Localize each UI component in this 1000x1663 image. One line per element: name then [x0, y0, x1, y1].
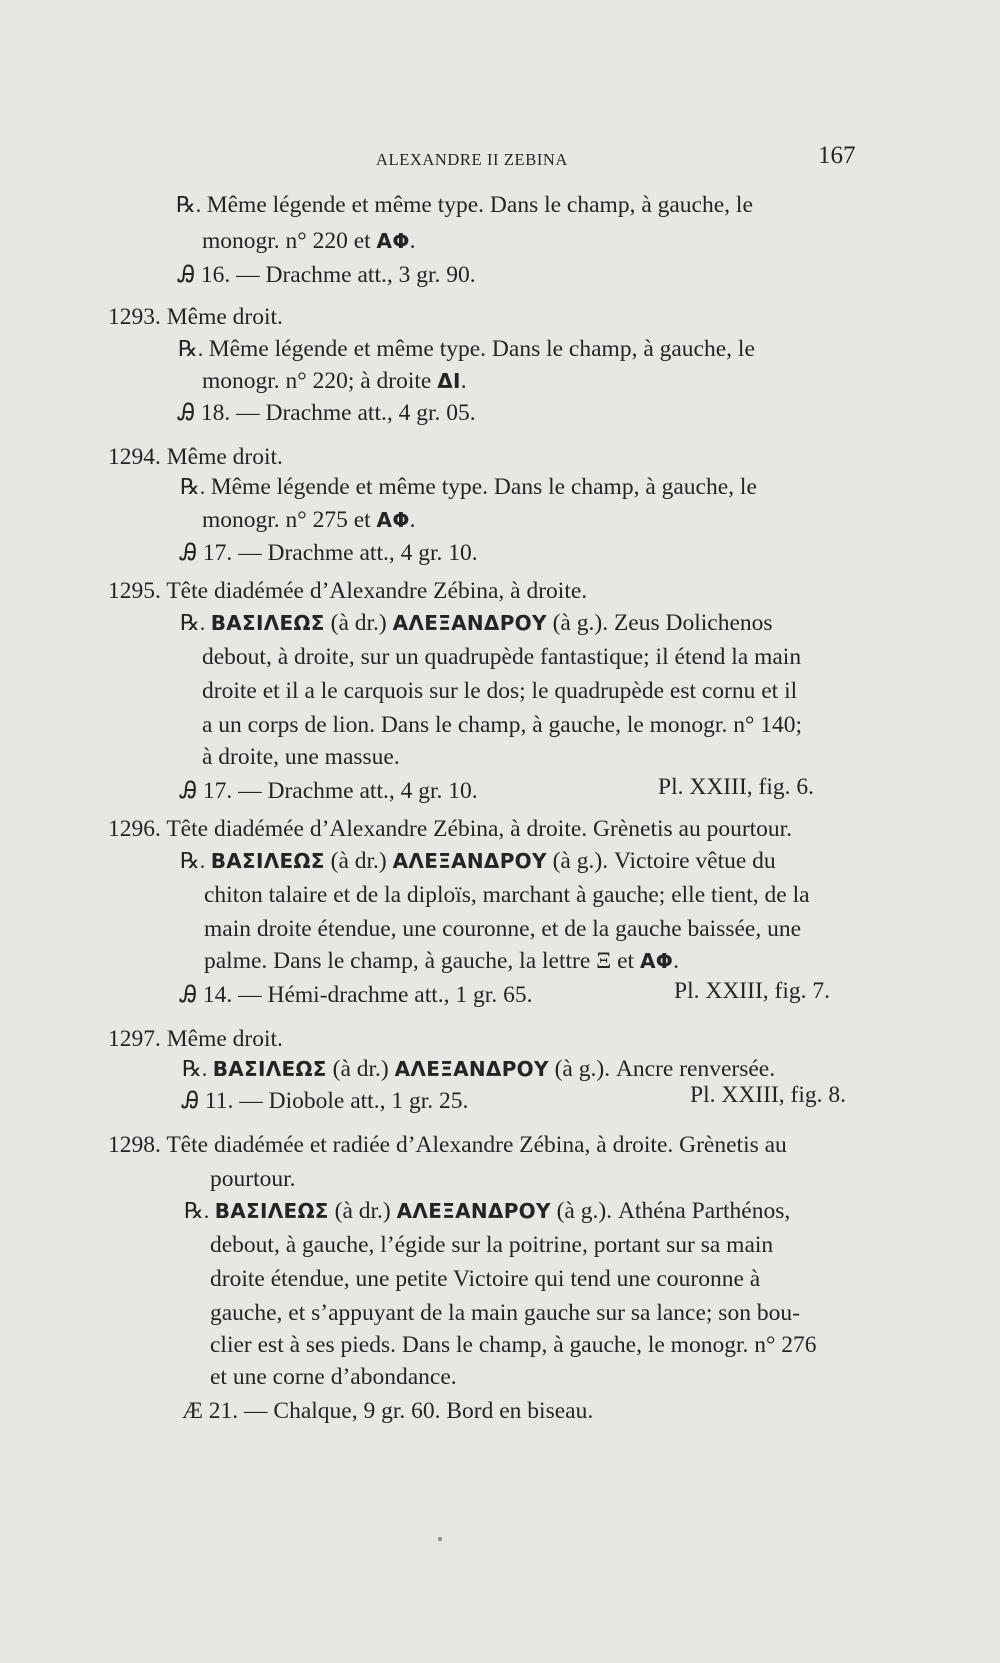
greek-legend: ΑΦ — [639, 949, 674, 973]
text-segment: Ꭿ 18. — Drachme att., 4 gr. 05. — [178, 400, 476, 426]
text-segment: Æ 21. — Chalque, 9 gr. 60. Bord en biseau. — [182, 1398, 594, 1424]
text-line — [182, 1086, 468, 1116]
text-segment: . — [409, 507, 416, 533]
text-line — [108, 302, 283, 332]
text-segment: . — [673, 948, 679, 974]
text-line — [176, 190, 753, 220]
text-line — [202, 505, 416, 535]
reverse-symbol: ℞. — [180, 610, 211, 635]
text-segment: 1293. Même droit. — [108, 304, 283, 330]
text-line — [178, 334, 755, 364]
text-segment: debout, à droite, sur un quadrupède fantastique; il étend la main — [202, 644, 802, 670]
text-segment: clier est à ses pieds. Dans le champ, à gauche, le monogr. n° 276 — [210, 1332, 817, 1358]
greek-legend: ΑΦ — [376, 508, 410, 532]
text-line — [202, 710, 802, 740]
text-segment: Ꭿ 17. — Drachme att., 4 gr. 10. — [180, 540, 478, 566]
text-line — [204, 880, 810, 910]
greek-legend: ΑΛΕΞΑΝΔΡΟΥ — [392, 849, 547, 873]
greek-legend: ΒΑΣΙΛΕΩΣ — [210, 849, 325, 873]
running-header: ALEXANDRE II ZEBINA — [376, 150, 568, 169]
text-line — [180, 846, 776, 876]
reverse-symbol: ℞. — [176, 192, 207, 217]
greek-legend: ΒΑΣΙΛΕΩΣ — [212, 1057, 327, 1081]
text-line — [180, 472, 757, 502]
text-line — [178, 398, 476, 428]
text-segment: à droite, une massue. — [202, 744, 400, 770]
text-line — [202, 642, 801, 672]
text-segment: chiton talaire et de la diploïs, marchant à gauche; elle tient, de la — [204, 882, 810, 908]
text-segment: (à dr.) — [324, 848, 393, 874]
greek-legend: ΒΑΣΙΛΕΩΣ — [214, 1199, 329, 1223]
text-segment: 1295. Tête diadémée d’Alexandre Zébina, à droite. — [108, 578, 588, 604]
text-line — [182, 1054, 775, 1084]
greek-legend: ΑΦ — [376, 229, 410, 253]
text-segment: Même légende et même type. Dans le champ, à gauche, le — [210, 474, 757, 500]
reverse-symbol: ℞. — [178, 336, 209, 361]
page-speck — [438, 1537, 442, 1541]
text-line — [180, 608, 773, 638]
text-segment: Ꭿ 17. — Drachme att., 4 gr. 10. — [180, 778, 478, 804]
text-segment: Ꭿ 14. — Hémi-drachme att., 1 gr. 65. — [180, 982, 533, 1008]
text-segment: droite étendue, une petite Victoire qui tend une couronne à — [210, 1266, 761, 1292]
text-line — [210, 1298, 800, 1328]
text-segment: gauche, et s’appuyant de la main gauche sur sa lance; son bou- — [210, 1300, 800, 1326]
reverse-symbol: ℞. — [180, 848, 211, 873]
text-line — [210, 1164, 296, 1194]
text-segment: droite et il a le carquois sur le dos; le quadrupède est cornu et il — [202, 678, 798, 704]
text-line — [202, 742, 400, 772]
text-segment: (à g.). Athéna Parthénos, — [550, 1198, 791, 1224]
greek-legend: ΑΛΕΞΑΝΔΡΟΥ — [392, 611, 547, 635]
text-line — [180, 776, 478, 806]
text-segment: monogr. n° 275 et — [202, 507, 377, 533]
text-segment: (à dr.) — [324, 610, 393, 636]
text-segment: monogr. n° 220; à droite — [202, 368, 438, 394]
text-line — [108, 814, 792, 844]
text-segment: 1296. Tête diadémée d’Alexandre Zébina, à droite. Grènetis au pourtour. — [108, 816, 793, 842]
text-segment: palme. Dans le champ, à gauche, la lettre Ξ et — [204, 948, 640, 974]
text-segment: Ꭿ 16. — Drachme att., 3 gr. 90. — [178, 262, 476, 288]
reverse-symbol: ℞. — [184, 1198, 215, 1223]
text-segment: 1294. Même droit. — [108, 444, 283, 470]
text-line — [182, 1396, 593, 1426]
text-line — [202, 676, 797, 706]
text-line — [210, 1230, 773, 1260]
reverse-symbol: ℞. — [180, 474, 211, 499]
reverse-symbol: ℞. — [182, 1056, 213, 1081]
text-line — [204, 914, 801, 944]
text-line — [108, 1130, 787, 1160]
text-segment: a un corps de lion. Dans le champ, à gauche, le monogr. n° 140; — [202, 712, 803, 738]
text-segment: pourtour. — [210, 1166, 296, 1192]
text-line — [210, 1330, 817, 1360]
text-segment: et une corne d’abondance. — [210, 1364, 457, 1390]
text-segment: (à g.). Victoire vêtue du — [546, 848, 776, 874]
text-line — [202, 366, 467, 396]
text-segment: Ꭿ 11. — Diobole att., 1 gr. 25. — [182, 1088, 469, 1114]
text-segment: . — [409, 228, 416, 254]
text-line — [180, 538, 478, 568]
text-segment: (à g.). Ancre renversée. — [548, 1056, 776, 1082]
page-number: 167 — [818, 142, 856, 169]
plate-reference: Pl. XXIII, fig. 6. — [658, 774, 814, 800]
text-segment: 1297. Même droit. — [108, 1026, 283, 1052]
greek-legend: ΑΛΕΞΑΝΔΡΟΥ — [396, 1199, 551, 1223]
text-segment: Même légende et même type. Dans le champ, à gauche, le — [206, 192, 753, 218]
plate-reference: Pl. XXIII, fig. 7. — [674, 978, 830, 1004]
text-line — [180, 980, 532, 1010]
greek-legend: ΒΑΣΙΛΕΩΣ — [210, 611, 325, 635]
text-line — [210, 1362, 457, 1392]
text-line — [108, 442, 283, 472]
text-segment: (à dr.) — [326, 1056, 395, 1082]
text-line — [210, 1264, 760, 1294]
text-line — [178, 260, 476, 290]
text-segment: 1298. Tête diadémée et radiée d’Alexandre Zébina, à droite. Grènetis au — [108, 1132, 787, 1158]
text-line — [202, 226, 416, 256]
greek-legend: ΔΙ — [437, 369, 461, 393]
text-segment: (à dr.) — [328, 1198, 397, 1224]
text-segment: debout, à gauche, l’égide sur la poitrine, portant sur sa main — [210, 1232, 774, 1258]
text-segment: main droite étendue, une couronne, et de la gauche baissée, une — [204, 916, 802, 942]
text-segment: . — [460, 368, 467, 394]
text-line — [108, 1024, 283, 1054]
text-segment: monogr. n° 220 et — [202, 228, 377, 254]
text-line — [204, 946, 679, 976]
text-line — [184, 1196, 790, 1226]
text-line — [108, 576, 587, 606]
text-segment: Même légende et même type. Dans le champ, à gauche, le — [208, 336, 755, 362]
plate-reference: Pl. XXIII, fig. 8. — [690, 1082, 846, 1108]
greek-legend: ΑΛΕΞΑΝΔΡΟΥ — [394, 1057, 549, 1081]
text-segment: (à g.). Zeus Dolichenos — [546, 610, 773, 636]
